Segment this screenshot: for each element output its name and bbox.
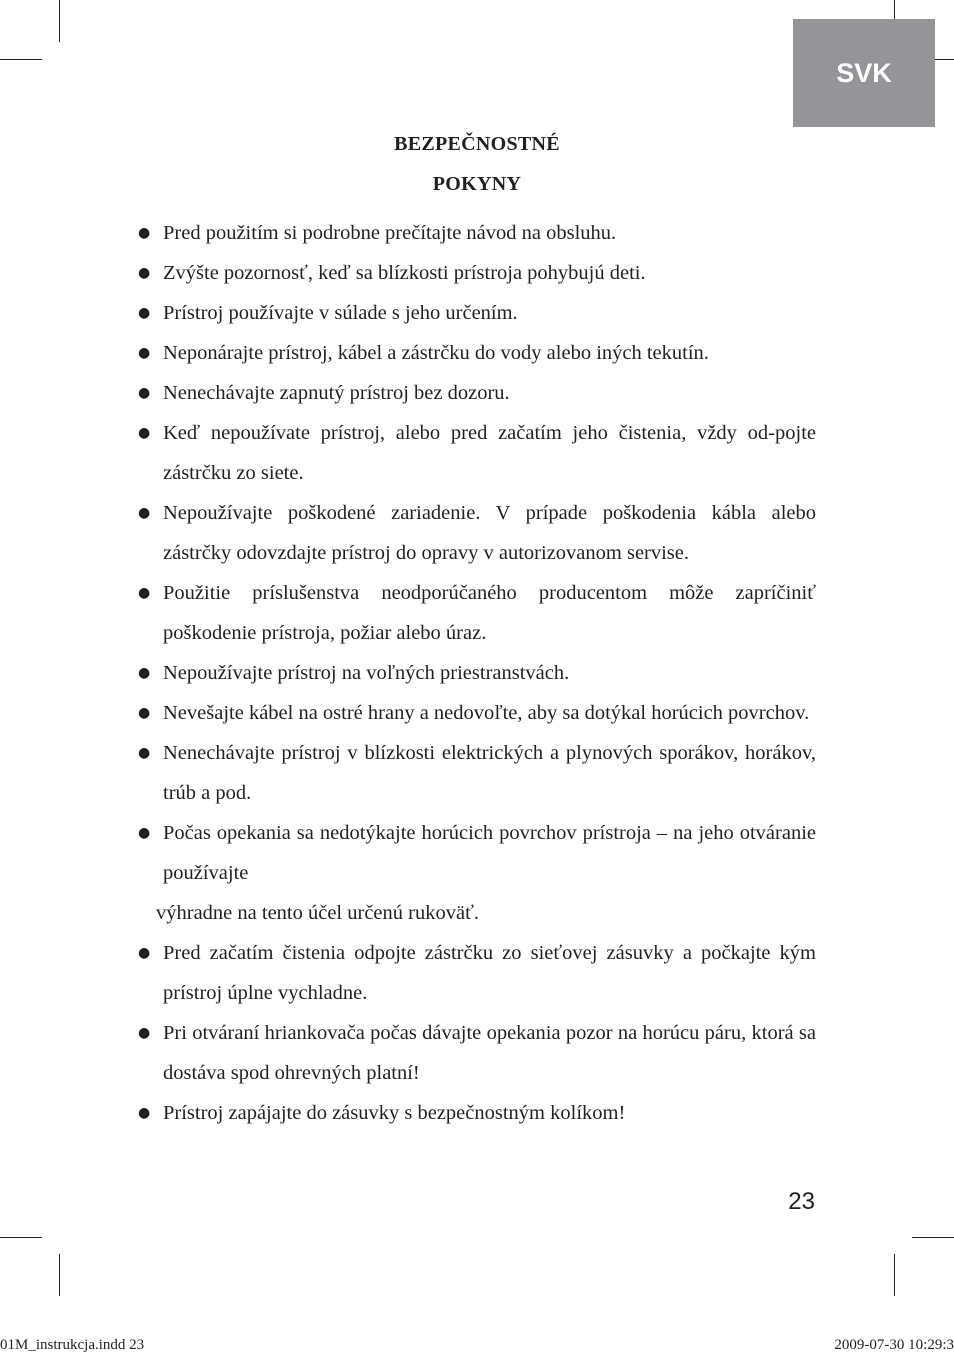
page-number: 23 bbox=[788, 1188, 815, 1215]
list-item: ● Nepoužívajte prístroj na voľných priestranstvách. bbox=[138, 653, 816, 693]
list-item: ● Pred začatím čistenia odpojte zástrčku zo sieťovej zásuvky a počkajte kým prístroj úplne vychladne. bbox=[138, 933, 816, 1013]
list-item: ● Keď nepoužívate prístroj, alebo pred začatím jeho čistenia, vždy od-pojte zástrčku zo siete. bbox=[138, 413, 816, 493]
crop-mark bbox=[0, 59, 42, 60]
list-item: ● Nevešajte kábel na ostré hrany a nedovoľte, aby sa dotýkal horúcich povrchov. bbox=[138, 693, 816, 733]
list-item: ● Nenechávajte zapnutý prístroj bez dozoru. bbox=[138, 373, 816, 413]
crop-mark bbox=[894, 1254, 895, 1296]
heading-line-1: BEZPEČNOSTNÉ bbox=[394, 133, 560, 155]
list-item: ● Prístroj používajte v súlade s jeho určením. bbox=[138, 293, 816, 333]
list-item: ● Pred použitím si podrobne prečítajte návod na obsluhu. bbox=[138, 213, 816, 253]
crop-mark bbox=[0, 1237, 42, 1238]
list-item: ● Neponárajte prístroj, kábel a zástrčku do vody alebo iných tekutín. bbox=[138, 333, 816, 373]
list-item: ● Zvýšte pozornosť, keď sa blízkosti prístroja pohybujú deti. bbox=[138, 253, 816, 293]
list-item: ● Použitie príslušenstva neodporúčaného producentom môže zapríčiniť poškodenie prístroja, požiar alebo úraz. bbox=[138, 573, 816, 653]
list-item-continuation: výhradne na tento účel určenú rukoväť. bbox=[156, 902, 479, 924]
list-item: ● Pri otváraní hriankovača počas dávajte opekania pozor na horúcu páru, ktorá sa dostáva spod ohrevných platní! bbox=[138, 1013, 816, 1093]
safety-instructions-list bbox=[138, 213, 816, 1133]
crop-mark bbox=[59, 0, 60, 42]
footer-file-slug: 01M_instrukcja.indd 23 bbox=[0, 1337, 145, 1353]
list-item: ● Nenechávajte prístroj v blízkosti elektrických a plynových sporákov, horákov, trúb a pod. bbox=[138, 733, 816, 813]
heading-line-2: POKYNY bbox=[432, 173, 522, 195]
language-tab: SVK bbox=[793, 19, 935, 127]
crop-mark bbox=[912, 1237, 954, 1238]
footer-datetime-slug: 2009-07-30 10:29:3 bbox=[834, 1337, 954, 1353]
list-item: ● Prístroj zapájajte do zásuvky s bezpečnostným kolíkom! bbox=[138, 1093, 816, 1133]
list-item: ● Počas opekania sa nedotýkajte horúcich povrchov prístroja – na jeho otváranie používajte bbox=[138, 813, 816, 893]
list-item: ● Nepoužívajte poškodené zariadenie. V prípade poškodenia kábla alebo zástrčky odovzdajte prístroj do opravy v autorizovanom servise. bbox=[138, 493, 816, 573]
crop-mark bbox=[59, 1254, 60, 1296]
